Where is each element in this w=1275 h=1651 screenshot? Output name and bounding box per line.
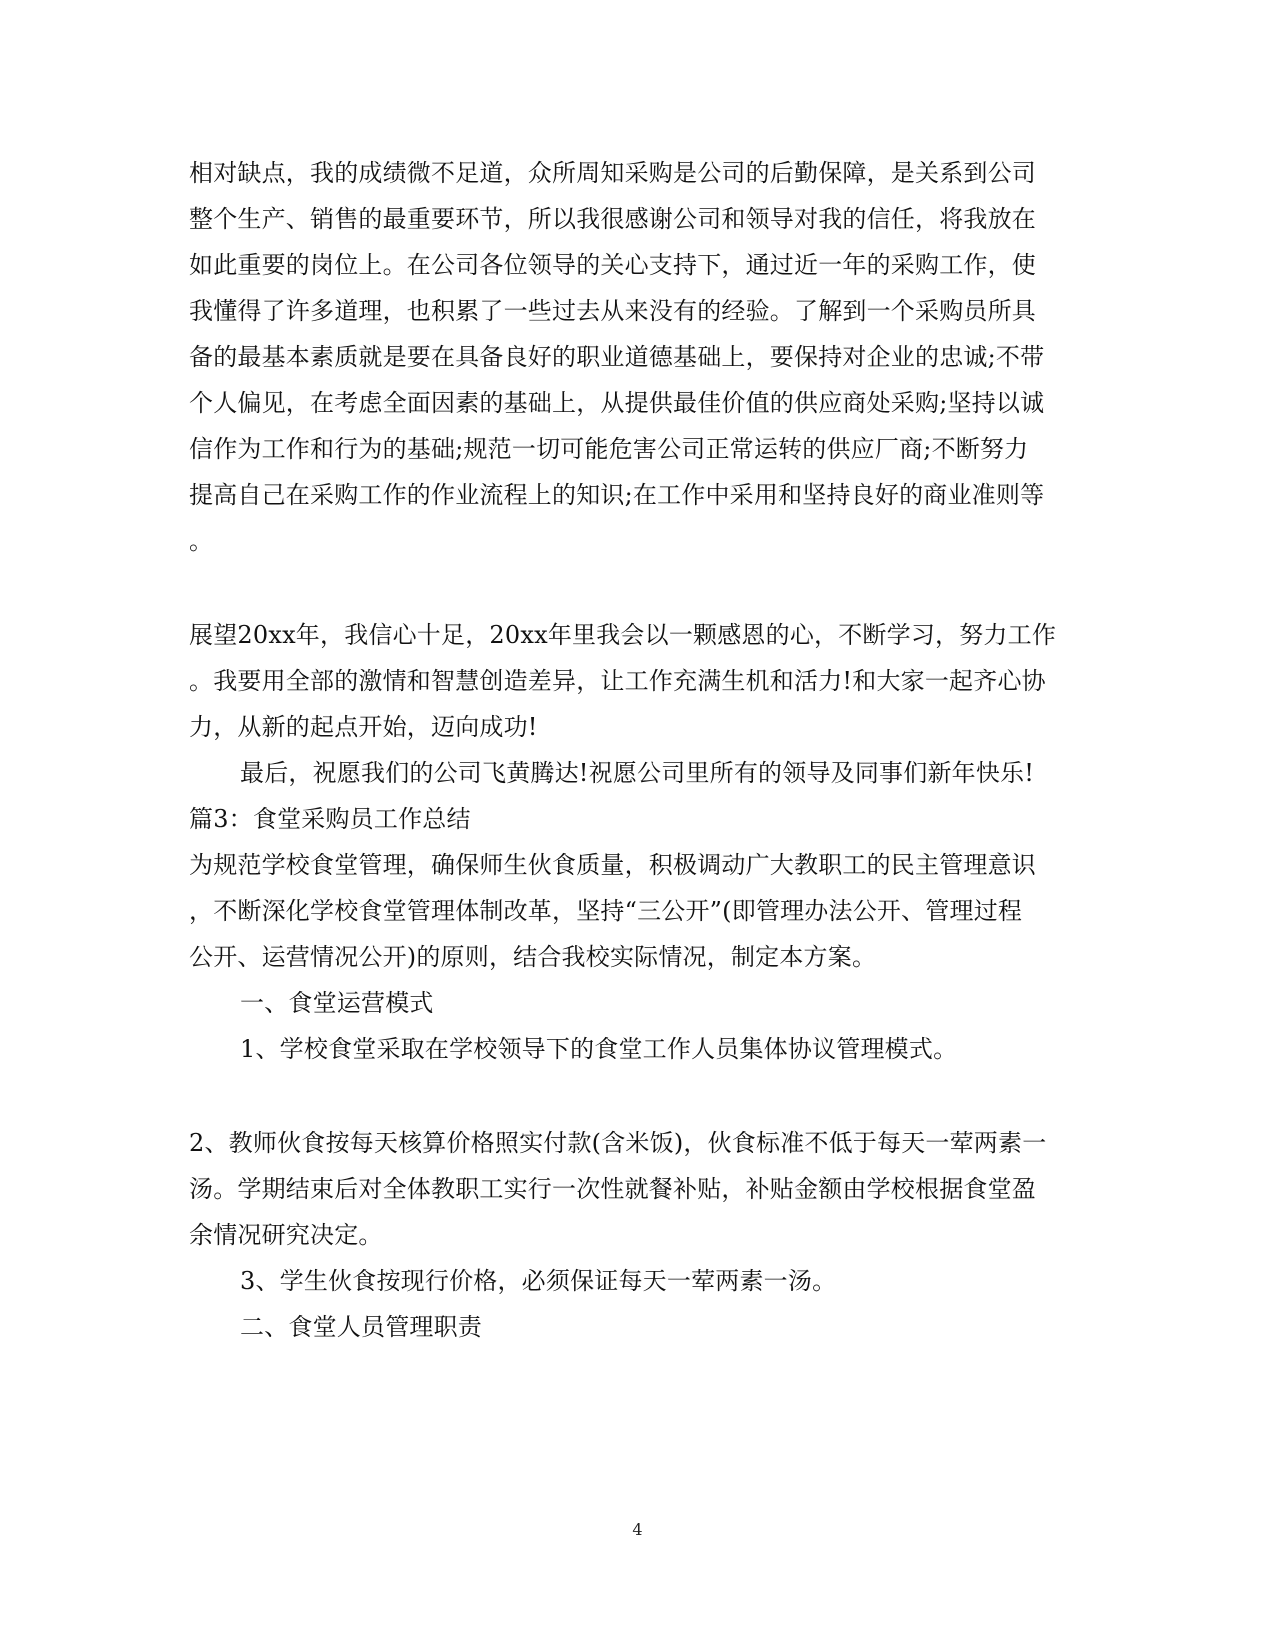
text-line: 为规范学校食堂管理，确保师生伙食质量，积极调动广大教职工的民主管理意识 [189, 851, 1036, 879]
text-line: 余情况研究决定。 [189, 1221, 383, 1249]
text-line: 我懂得了许多道理，也积累了一些过去从来没有的经验。了解到一个采购员所具 [189, 297, 1036, 325]
text-line: 备的最基本素质就是要在具备良好的职业道德基础上，要保持对企业的忠诚;不带 [189, 343, 1045, 371]
subsection-heading: 一、食堂运营模式 [240, 989, 434, 1017]
text-line: 。我要用全部的激情和智慧创造差异，让工作充满生机和活力!和大家一起齐心协 [189, 667, 1046, 695]
text-line: 个人偏见，在考虑全面因素的基础上，从提供最佳价值的供应商处采购;坚持以诚 [189, 389, 1045, 417]
text-line: 。 [189, 527, 214, 555]
text-line: 1、学校食堂采取在学校领导下的食堂工作人员集体协议管理模式。 [240, 1035, 958, 1063]
text-line: 最后，祝愿我们的公司飞黄腾达!祝愿公司里所有的领导及同事们新年快乐! [240, 759, 1035, 787]
text-line: 力，从新的起点开始，迈向成功! [189, 713, 538, 741]
text-line: 展望20xx年，我信心十足，20xx年里我会以一颗感恩的心，不断学习，努力工作 [189, 621, 1057, 649]
text-line: 提高自己在采购工作的作业流程上的知识;在工作中采用和坚持良好的商业准则等 [189, 481, 1045, 509]
text-line: 3、学生伙食按现行价格，必须保证每天一荤两素一汤。 [240, 1267, 837, 1295]
text-line: 公开、运营情况公开)的原则，结合我校实际情况，制定本方案。 [189, 943, 877, 971]
text-line: 相对缺点，我的成绩微不足道，众所周知采购是公司的后勤保障，是关系到公司 [189, 159, 1036, 187]
subsection-heading: 二、食堂人员管理职责 [240, 1313, 482, 1341]
text-line: 信作为工作和行为的基础;规范一切可能危害公司正常运转的供应厂商;不断努力 [189, 435, 1029, 463]
text-line: ，不断深化学校食堂管理体制改革，坚持“三公开”(即管理办法公开、管理过程 [189, 897, 1023, 925]
text-line: 汤。学期结束后对全体教职工实行一次性就餐补贴，补贴金额由学校根据食堂盈 [189, 1175, 1036, 1203]
page-number: 4 [632, 1520, 643, 1539]
text-line: 如此重要的岗位上。在公司各位领导的关心支持下，通过近一年的采购工作，使 [189, 251, 1036, 279]
text-line: 2、教师伙食按每天核算价格照实付款(含米饭)，伙食标准不低于每天一荤两素一 [189, 1129, 1047, 1157]
text-line: 整个生产、销售的最重要环节，所以我很感谢公司和领导对我的信任，将我放在 [189, 205, 1036, 233]
section-heading: 篇3：食堂采购员工作总结 [189, 805, 471, 833]
